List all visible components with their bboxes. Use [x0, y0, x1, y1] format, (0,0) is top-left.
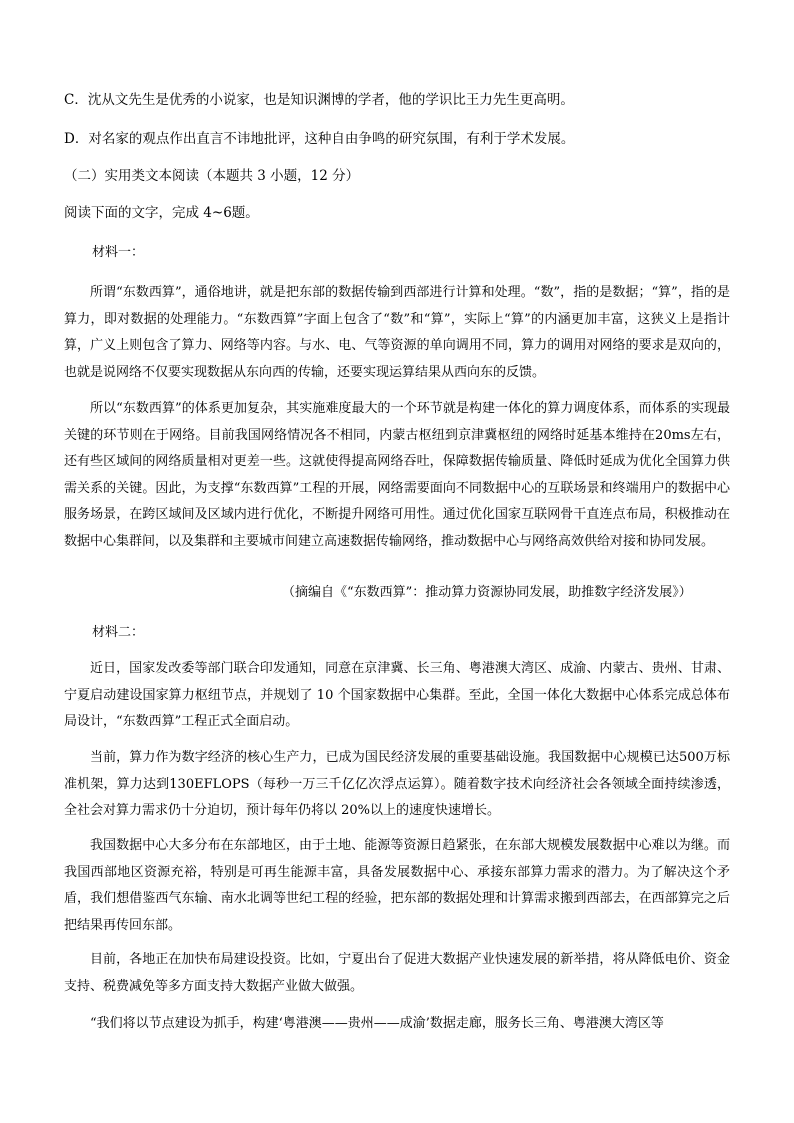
material2-paragraph-5: “我们将以节点建设为抓手，构建‘粤港澳——贵州——成渝’数据走廊，服务长三角、粤港澳大湾区等 [90, 1016, 664, 1031]
option-d: D．对名家的观点作出直言不讳地批评，这种自由争鸣的研究氛围，有利于学术发展。 [64, 131, 575, 147]
section-title: （二）实用类文本阅读（本题共 3 小题，12 分） [64, 168, 360, 184]
instruction: 阅读下面的文字，完成 4~6题。 [64, 205, 259, 221]
material1-source: （摘编自《“东数西算”：推动算力资源协同发展，助推数字经济发展》） [282, 585, 692, 600]
material1-paragraph-1: 所谓“东数西算”，通俗地讲，就是把东部的数据传输到西部进行计算和处理。“数”，指的是数据；“算”，指的是算力，即对数据的处理能力。“东数西算”字面上包含了“数”和“算”，实际上“算”的内涵更加丰富，这狭义上是指计算，广义上则包含了算力、网络等内容。与水、电、气等资源的单向调用不同，算力的调用对网络的要求是双向的，也就是说网络不仅要实现数据从东向西的传输，还要实现运算结果从西向东的反馈。 [64, 285, 730, 380]
material2-label: 材料二： [92, 625, 145, 640]
material2-paragraph-1: 近日，国家发改委等部门联合印发通知，同意在京津冀、长三角、粤港澳大湾区、成渝、内蒙古、贵州、甘肃、宁夏启动建设国家算力枢纽节点，并规划了 10 个国家数据中心集群。至此，全国一体化大数据中心体系完成总体布局设计，“东数西算”工程正式全面启动。 [64, 661, 730, 729]
material1-label: 材料一： [92, 245, 145, 260]
material1-paragraph-2: 所以“东数西算”的体系更加复杂，其实施难度最大的一个环节就是构建一体化的算力调度体系，而体系的实现最关键的环节则在于网络。目前我国网络情况各不相同，内蒙古枢纽到京津冀枢纽的网络时延基本维持在20ms左右，还有些区域间的网络质量相对更差一些。这就使得提高网络吞吐，保障数据传输质量、降低时延成为优化全国算力供需关系的关键。因此，为支撑“东数西算”工程的开展，网络需要面向不同数据中心的互联场景和终端用户的数据中心服务场景，在跨区域间及区域内进行优化，不断提升网络可用性。通过优化国家互联网骨干直连点布局，积极推动在数据中心集群间，以及集群和主要城市间建立高速数据传输网络，推动数据中心与网络高效供给对接和协同发展。 [64, 401, 730, 549]
option-c: C．沈从文先生是优秀的小说家，也是知识渊博的学者，他的学识比王力先生更高明。 [64, 92, 574, 108]
material2-paragraph-3: 我国数据中心大多分布在东部地区，由于土地、能源等资源日趋紧张，在东部大规模发展数据中心难以为继。而我国西部地区资源充裕，特别是可再生能源丰富，具备发展数据中心、承接东部算力需求的潜力。为了解决这个矛盾，我们想借鉴西气东输、南水北调等世纪工程的经验，把东部的数据处理和计算需求搬到西部去，在西部算完之后把结果再传回东部。 [64, 838, 730, 933]
material2-paragraph-2: 当前，算力作为数字经济的核心生产力，已成为国民经济发展的重要基础设施。我国数据中心规模已达500万标准机架，算力达到130EFLOPS（每秒一万三千亿亿次浮点运算）。随着数字技术向经济社会各领域全面持续渗透，全社会对算力需求仍十分迫切，预计每年仍将以 20%以上的速度快速增长。 [64, 750, 730, 818]
material2-paragraph-4: 目前，各地正在加快布局建设投资。比如，宁夏出台了促进大数据产业快速发展的新举措，将从降低电价、资金支持、税费减免等多方面支持大数据产业做大做强。 [64, 952, 730, 994]
